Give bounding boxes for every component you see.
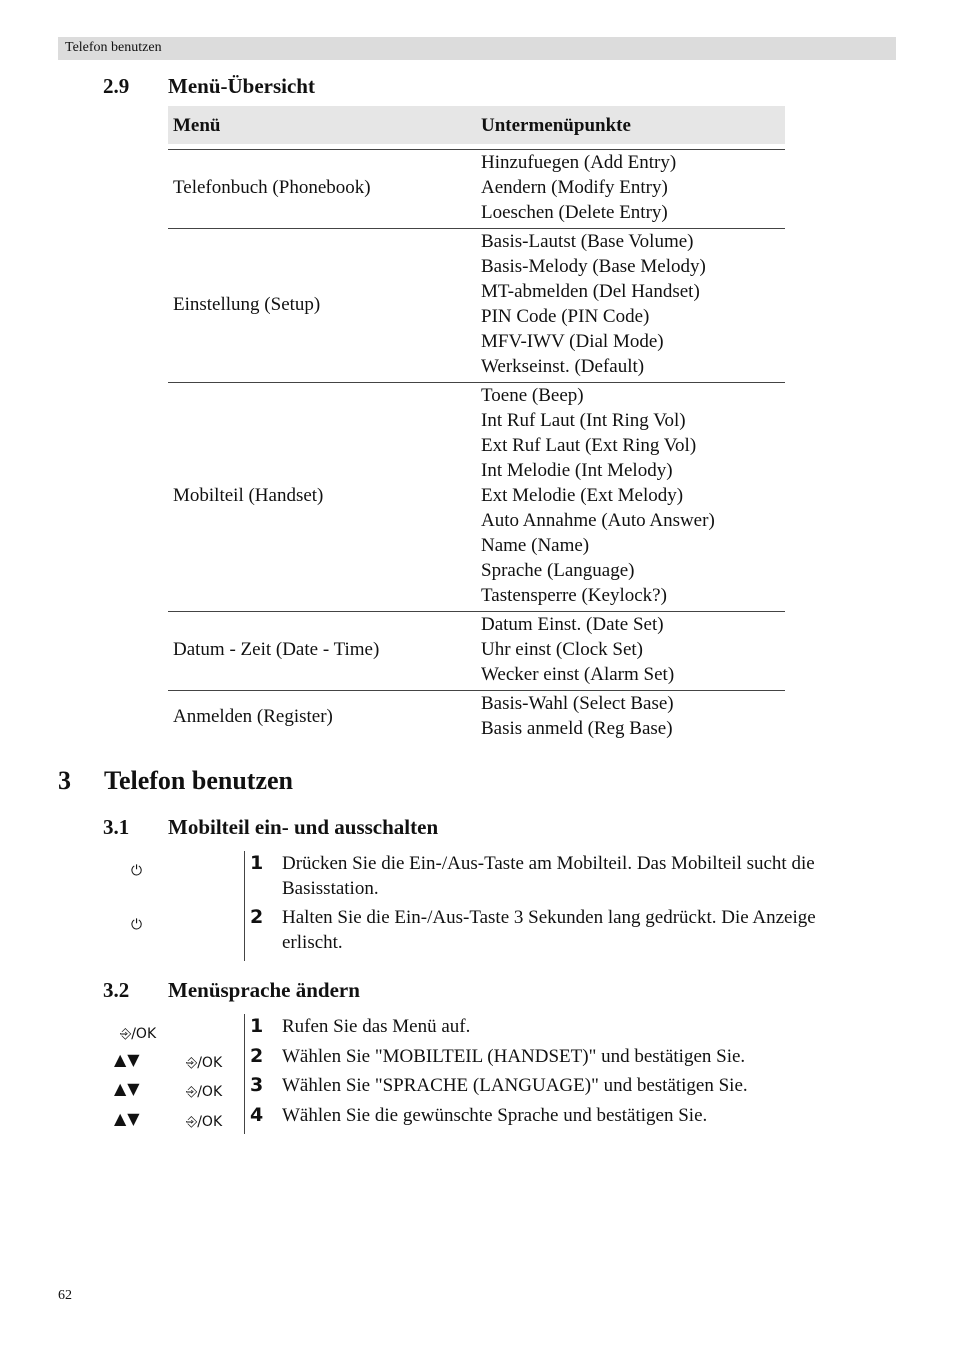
menu-cell: Einstellung (Setup) xyxy=(168,229,476,383)
submenu-item: Basis-Wahl (Select Base) xyxy=(481,693,674,714)
step-text: Drücken Sie die Ein-/Aus-Taste am Mobilteil. Das Mobilteil sucht die Basisstation. xyxy=(282,853,815,899)
step-number: 1 xyxy=(250,1015,264,1037)
running-header xyxy=(58,37,896,60)
submenu-cell xyxy=(476,383,785,612)
step-divider xyxy=(244,1014,245,1134)
chapter-title: Telefon benutzen xyxy=(104,766,293,795)
section-title: Mobilteil ein- und ausschalten xyxy=(168,815,439,839)
up-down-arrow-icon: ▲▼ xyxy=(114,1079,141,1098)
submenu-cell xyxy=(476,229,785,383)
submenu-item: Name (Name) xyxy=(481,535,590,556)
submenu-cell xyxy=(476,150,785,229)
submenu-item: Basis anmeld (Reg Base) xyxy=(481,718,673,739)
submenu-item: Basis-Lautst (Base Volume) xyxy=(481,231,694,252)
menu-ok-key-icon: ⎆/OK xyxy=(186,1055,223,1071)
section-number: 3.2 xyxy=(103,978,130,1002)
running-title: Telefon benutzen xyxy=(65,40,162,55)
step-number: 1 xyxy=(250,852,264,874)
submenu-item: MT-abmelden (Del Handset) xyxy=(481,281,700,302)
step-number: 4 xyxy=(250,1104,264,1126)
menu-ok-key-icon: ⎆/OK xyxy=(186,1114,223,1130)
submenu-item: Ext Ruf Laut (Ext Ring Vol) xyxy=(481,435,697,456)
table-row xyxy=(168,691,785,745)
section-number: 2.9 xyxy=(103,74,130,98)
submenu-item: Auto Annahme (Auto Answer) xyxy=(481,510,715,531)
step-divider xyxy=(244,851,245,961)
step-text: Wählen Sie die gewünschte Sprache und bestätigen Sie. xyxy=(282,1105,708,1126)
submenu-item: Toene (Beep) xyxy=(481,385,584,406)
submenu-item: Sprache (Language) xyxy=(481,560,635,581)
submenu-item: Int Ruf Laut (Int Ring Vol) xyxy=(481,410,686,431)
submenu-item: Aendern (Modify Entry) xyxy=(481,177,668,198)
step-text: Halten Sie die Ein-/Aus-Taste 3 Sekunden lang gedrückt. Die Anzeige erlischt. xyxy=(282,907,816,953)
section-title: Menüsprache ändern xyxy=(168,978,360,1002)
page-number: 62 xyxy=(58,1288,72,1303)
table-header-row xyxy=(168,106,785,144)
column-header-submenu: Untermenüpunkte xyxy=(476,106,785,144)
table-row xyxy=(168,612,785,691)
step-number: 2 xyxy=(250,906,264,928)
steps-language xyxy=(58,1014,896,1134)
submenu-item: Ext Melodie (Ext Melody) xyxy=(481,485,684,506)
submenu-item: Basis-Melody (Base Melody) xyxy=(481,256,706,277)
menu-cell: Telefonbuch (Phonebook) xyxy=(168,150,476,229)
step-text: Rufen Sie das Menü auf. xyxy=(282,1016,471,1037)
menu-cell: Mobilteil (Handset) xyxy=(168,383,476,612)
menu-cell: Anmelden (Register) xyxy=(168,691,476,745)
section-title: Menü-Übersicht xyxy=(168,74,315,98)
submenu-item: Uhr einst (Clock Set) xyxy=(481,639,644,660)
submenu-cell xyxy=(476,612,785,691)
step-number: 2 xyxy=(250,1045,264,1067)
power-icon: ⏻ xyxy=(131,917,143,933)
step-number: 3 xyxy=(250,1074,264,1096)
up-down-arrow-icon: ▲▼ xyxy=(114,1109,141,1128)
submenu-item: Datum Einst. (Date Set) xyxy=(481,614,664,635)
submenu-item: Loeschen (Delete Entry) xyxy=(481,202,668,223)
table-row xyxy=(168,383,785,612)
submenu-item: Wecker einst (Alarm Set) xyxy=(481,664,675,685)
menu-cell: Datum - Zeit (Date - Time) xyxy=(168,612,476,691)
menu-ok-key-icon: ⎆/OK xyxy=(186,1084,223,1100)
steps-power xyxy=(58,851,896,961)
step-text: Wählen Sie "MOBILTEIL (HANDSET)" und bestätigen Sie. xyxy=(282,1046,746,1067)
step-text: Wählen Sie "SPRACHE (LANGUAGE)" und bestätigen Sie. xyxy=(282,1075,748,1096)
column-header-menu: Menü xyxy=(168,106,476,144)
submenu-item: Int Melodie (Int Melody) xyxy=(481,460,673,481)
menu-overview-table xyxy=(168,106,785,744)
chapter-number: 3 xyxy=(58,766,71,795)
table-row xyxy=(168,150,785,229)
submenu-cell xyxy=(476,691,785,745)
submenu-item: MFV-IWV (Dial Mode) xyxy=(481,331,664,352)
power-icon: ⏻ xyxy=(131,863,143,879)
submenu-item: Hinzufuegen (Add Entry) xyxy=(481,152,677,173)
submenu-item: Werkseinst. (Default) xyxy=(481,356,645,377)
submenu-item: PIN Code (PIN Code) xyxy=(481,306,650,327)
section-number: 3.1 xyxy=(103,815,130,839)
submenu-item: Tastensperre (Keylock?) xyxy=(481,585,667,606)
menu-ok-key-icon: ⎆/OK xyxy=(120,1026,157,1042)
table-row xyxy=(168,229,785,383)
up-down-arrow-icon: ▲▼ xyxy=(114,1050,141,1069)
